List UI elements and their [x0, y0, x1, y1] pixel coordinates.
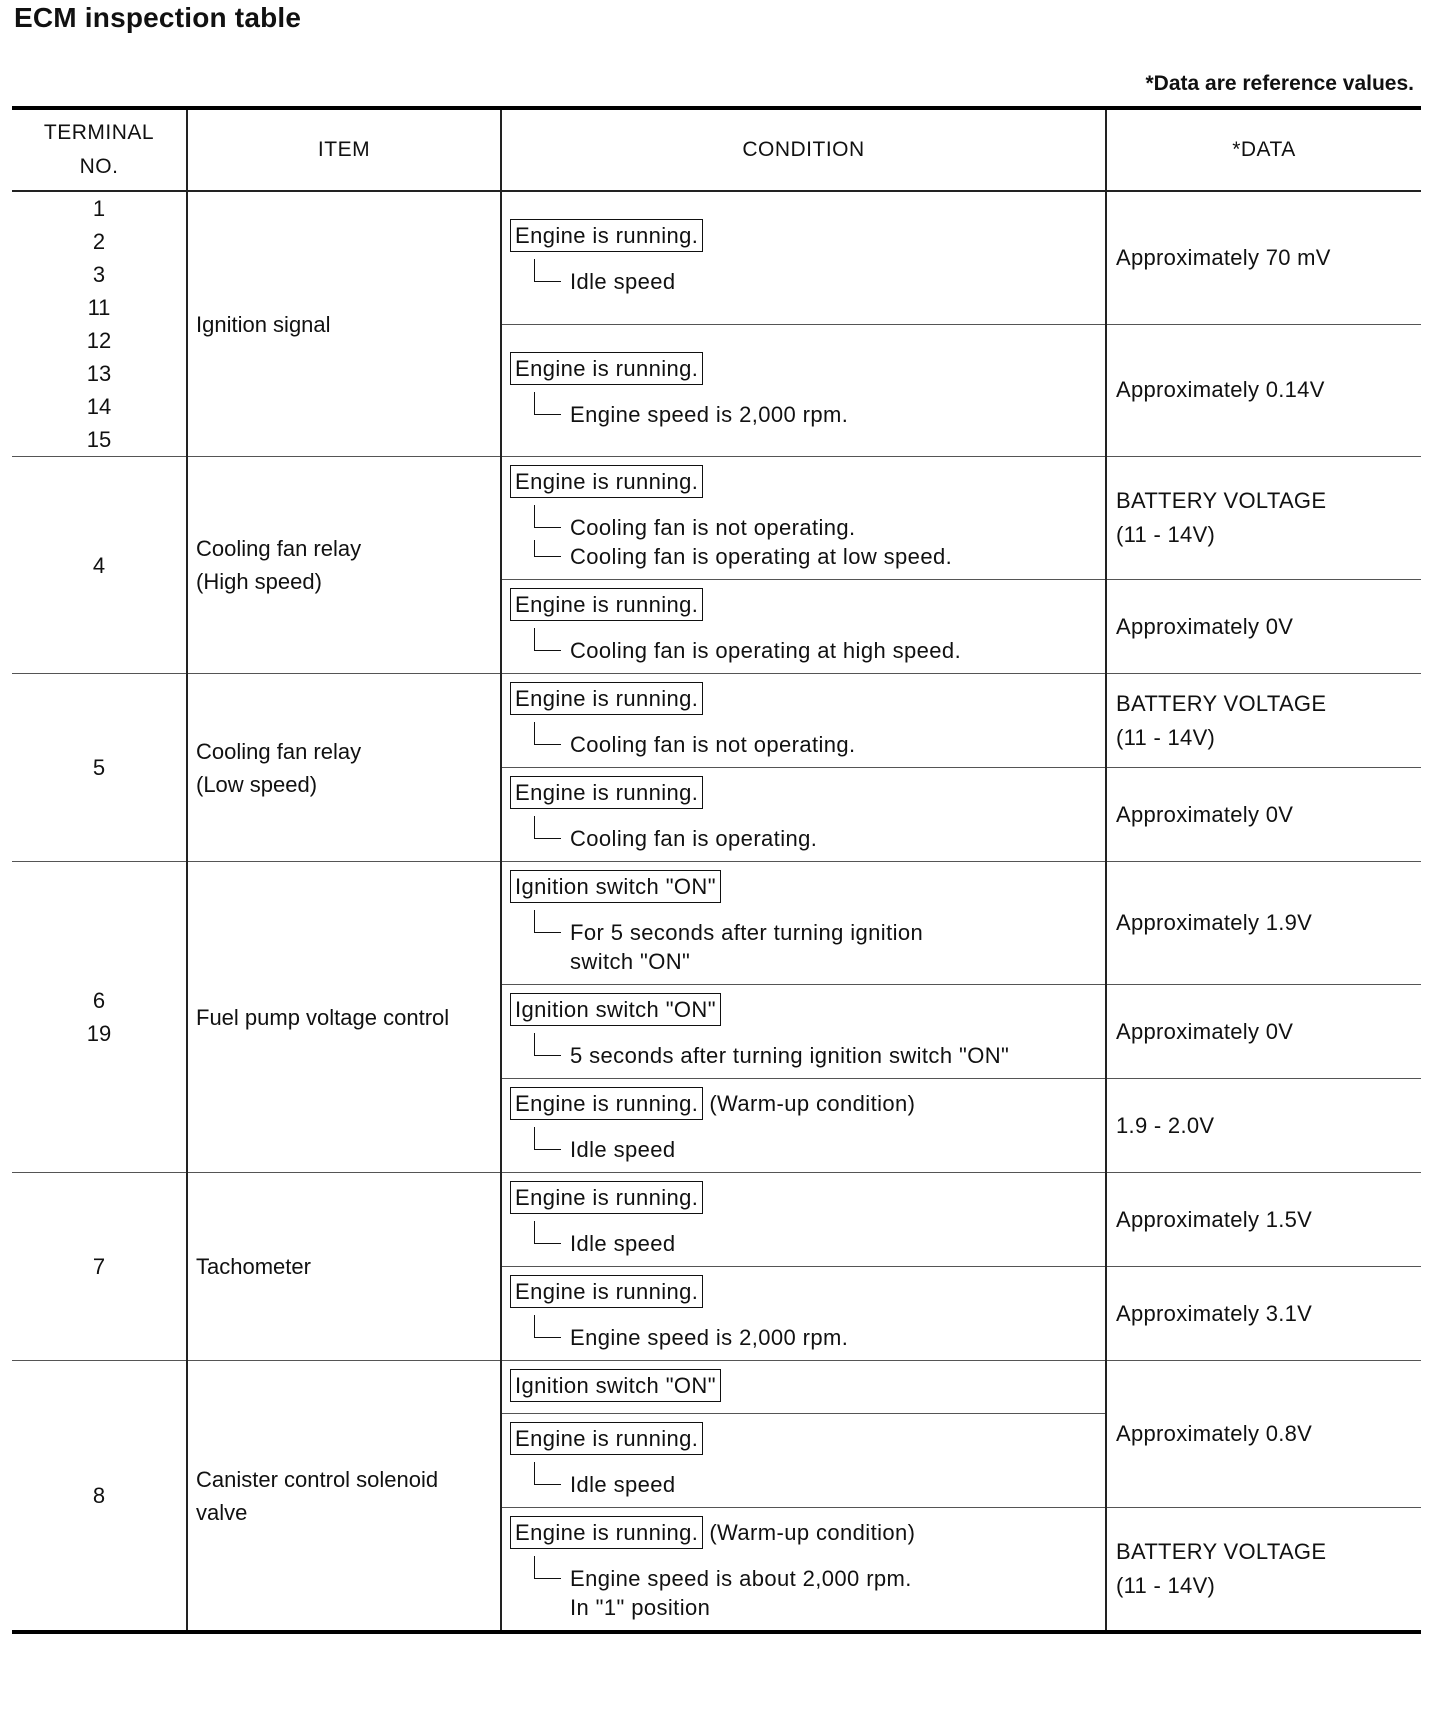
condition-header [510, 1087, 1105, 1123]
condition-state-box: Ignition switch "ON" [510, 993, 721, 1026]
condition-continuation: In "1" position [570, 1595, 711, 1620]
condition-subline [510, 542, 1105, 571]
condition-header [510, 1181, 1105, 1217]
condition-header [510, 870, 1105, 906]
condition-state-box: Engine is running. [510, 1516, 703, 1549]
spacer [510, 1029, 1105, 1041]
data-cell: Approximately 0.8V [1106, 1361, 1421, 1508]
branch-connector-icon [534, 540, 561, 557]
data-cell: Approximately 3.1V [1106, 1267, 1421, 1361]
condition-header [510, 352, 1105, 388]
terminal-cell: 7 [12, 1173, 187, 1361]
condition-state-box: Engine is running. [510, 1087, 703, 1120]
condition-subline [510, 1041, 1105, 1070]
condition-subline-text: Cooling fan is operating at low speed. [570, 544, 953, 569]
condition-subline [510, 267, 1105, 296]
data-cell: BATTERY VOLTAGE (11 - 14V) [1106, 1508, 1421, 1633]
condition-subline-text: Cooling fan is operating. [570, 826, 818, 851]
table-row [12, 457, 1421, 580]
condition-subline [510, 1564, 1105, 1593]
header-data: *DATA [1106, 108, 1421, 191]
condition-header [510, 588, 1105, 624]
condition-extra: (Warm-up condition) [709, 1520, 916, 1545]
spacer [510, 812, 1105, 824]
condition-cell [501, 1361, 1106, 1414]
branch-connector-icon [534, 1033, 561, 1056]
branch-connector-icon [534, 628, 561, 651]
condition-state-box: Engine is running. [510, 682, 703, 715]
condition-subline [510, 1135, 1105, 1164]
data-cell: Approximately 70 mV [1106, 191, 1421, 324]
condition-subline-text: 5 seconds after turning ignition switch "ON" [570, 1043, 1010, 1068]
condition-cell [501, 985, 1106, 1079]
branch-connector-icon [534, 910, 561, 933]
condition-subline [510, 636, 1105, 665]
condition-header [510, 776, 1105, 812]
branch-connector-icon [534, 1556, 561, 1579]
data-cell: Approximately 0.14V [1106, 324, 1421, 456]
item-cell: Cooling fan relay (High speed) [187, 457, 501, 674]
table-row [12, 1361, 1421, 1414]
condition-state-box: Engine is running. [510, 352, 703, 385]
table-row [12, 191, 1421, 324]
condition-state-box: Engine is running. [510, 1275, 703, 1308]
condition-cell [501, 862, 1106, 985]
table-row [12, 862, 1421, 985]
branch-connector-icon [534, 1462, 561, 1485]
condition-cell [501, 457, 1106, 580]
condition-subline [510, 400, 1105, 429]
data-cell: Approximately 0V [1106, 768, 1421, 862]
branch-connector-icon [534, 1221, 561, 1244]
table-row [12, 1173, 1421, 1267]
terminal-cell: 4 [12, 457, 187, 674]
data-cell: 1.9 - 2.0V [1106, 1079, 1421, 1173]
branch-connector-icon [534, 816, 561, 839]
condition-state-box: Engine is running. [510, 588, 703, 621]
condition-subline-text: Idle speed [570, 1231, 676, 1256]
condition-subline-text: Cooling fan is not operating. [570, 515, 856, 540]
condition-state-box: Engine is running. [510, 776, 703, 809]
terminal-cell: 1 2 3 11 12 13 14 15 [12, 191, 187, 457]
branch-connector-icon [534, 1315, 561, 1338]
condition-subline-text: Engine speed is about 2,000 rpm. [570, 1566, 912, 1591]
condition-subline-text: Engine speed is 2,000 rpm. [570, 401, 849, 427]
spacer [510, 1311, 1105, 1323]
ecm-inspection-table [12, 106, 1421, 1634]
condition-subline-text: Idle speed [570, 1137, 676, 1162]
condition-cell [501, 324, 1106, 456]
item-cell: Cooling fan relay (Low speed) [187, 674, 501, 862]
header-condition: CONDITION [501, 108, 1106, 191]
spacer [510, 388, 1105, 400]
condition-subline-text: For 5 seconds after turning ignition [570, 920, 924, 945]
condition-subline [510, 1470, 1105, 1499]
condition-cell [501, 768, 1106, 862]
terminal-cell: 6 19 [12, 862, 187, 1173]
data-cell: Approximately 1.5V [1106, 1173, 1421, 1267]
condition-subline [510, 1229, 1105, 1258]
condition-subline [510, 1323, 1105, 1352]
header-terminal-label: TERMINAL NO. [43, 121, 155, 178]
item-cell: Canister control solenoid valve [187, 1361, 501, 1633]
condition-continuation: switch "ON" [570, 949, 691, 974]
branch-connector-icon [534, 722, 561, 745]
condition-subline [510, 730, 1105, 759]
condition-subline [510, 824, 1105, 853]
condition-header [510, 1275, 1105, 1311]
condition-header [510, 1422, 1105, 1458]
terminal-cell: 8 [12, 1361, 187, 1633]
header-terminal [12, 108, 187, 191]
condition-subline-text: Engine speed is 2,000 rpm. [570, 1325, 849, 1350]
condition-state-box: Ignition switch "ON" [510, 1369, 721, 1402]
spacer [510, 501, 1105, 513]
condition-cell [501, 1414, 1106, 1508]
spacer [510, 906, 1105, 918]
page-title: ECM inspection table [14, 2, 302, 33]
condition-state-box: Engine is running. [510, 1181, 703, 1214]
condition-cell [501, 1173, 1106, 1267]
condition-subline-text: Idle speed [570, 269, 676, 295]
data-cell: Approximately 0V [1106, 985, 1421, 1079]
condition-header [510, 219, 1105, 255]
spacer [510, 1217, 1105, 1229]
branch-connector-icon [534, 392, 561, 415]
reference-note: *Data are reference values. [1145, 72, 1414, 95]
condition-header [510, 993, 1105, 1029]
spacer [510, 1552, 1105, 1564]
spacer [510, 1458, 1105, 1470]
condition-header [510, 1369, 1105, 1405]
condition-cell [501, 1079, 1106, 1173]
condition-header [510, 682, 1105, 718]
condition-subline [510, 918, 1105, 947]
condition-header [510, 465, 1105, 501]
spacer [510, 718, 1105, 730]
condition-state-box: Engine is running. [510, 219, 703, 252]
spacer [510, 624, 1105, 636]
data-cell: Approximately 1.9V [1106, 862, 1421, 985]
condition-cell [501, 1267, 1106, 1361]
condition-state-box: Engine is running. [510, 465, 703, 498]
spacer [510, 255, 1105, 267]
condition-state-box: Engine is running. [510, 1422, 703, 1455]
condition-extra: (Warm-up condition) [709, 1091, 916, 1116]
condition-cell [501, 1508, 1106, 1633]
header-row [12, 108, 1421, 191]
data-cell: BATTERY VOLTAGE (11 - 14V) [1106, 457, 1421, 580]
condition-cell [501, 580, 1106, 674]
item-cell: Tachometer [187, 1173, 501, 1361]
item-cell: Fuel pump voltage control [187, 862, 501, 1173]
branch-connector-icon [534, 505, 561, 528]
branch-connector-icon [534, 1127, 561, 1150]
terminal-cell: 5 [12, 674, 187, 862]
data-cell: BATTERY VOLTAGE (11 - 14V) [1106, 674, 1421, 768]
condition-cell [501, 674, 1106, 768]
header-item: ITEM [187, 108, 501, 191]
condition-subline-text: Idle speed [570, 1472, 676, 1497]
condition-header [510, 1516, 1105, 1552]
condition-state-box: Ignition switch "ON" [510, 870, 721, 903]
condition-cell [501, 191, 1106, 324]
data-cell: Approximately 0V [1106, 580, 1421, 674]
branch-connector-icon [534, 259, 561, 282]
table-row [12, 674, 1421, 768]
condition-subline-text: Cooling fan is not operating. [570, 732, 856, 757]
condition-subline [510, 513, 1105, 542]
spacer [510, 1123, 1105, 1135]
item-cell: Ignition signal [187, 191, 501, 457]
condition-subline-text: Cooling fan is operating at high speed. [570, 638, 962, 663]
